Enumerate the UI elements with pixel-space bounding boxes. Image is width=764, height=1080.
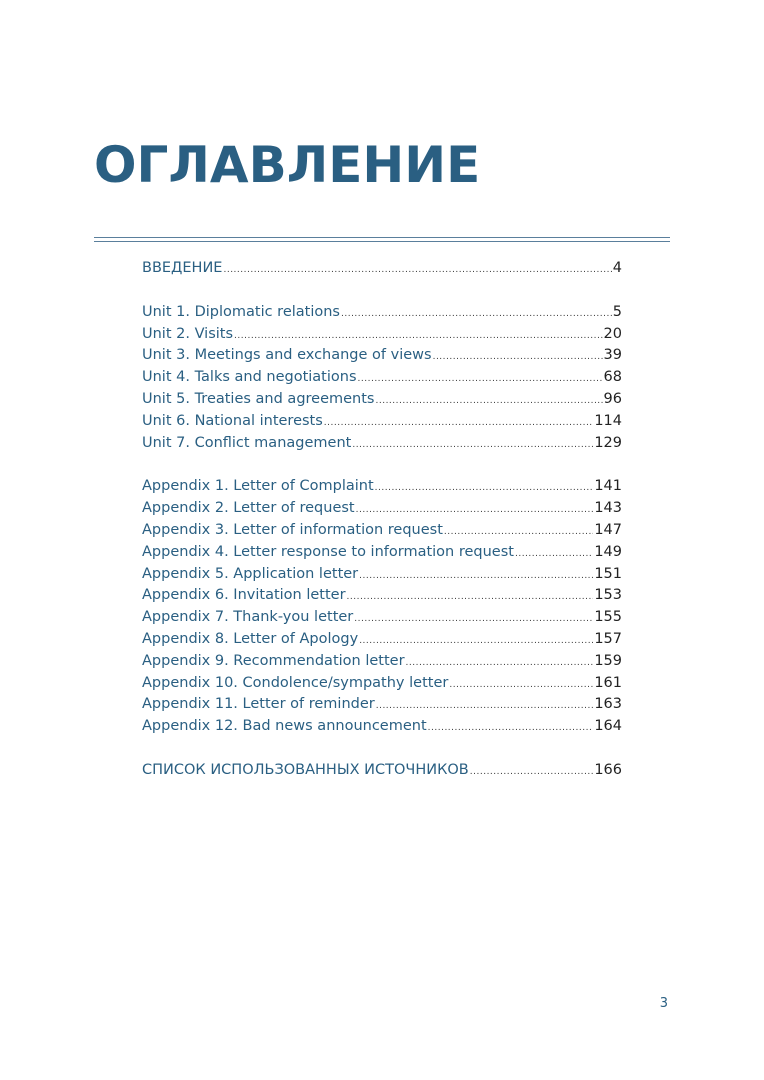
toc-entry-label: ВВЕДЕНИЕ (142, 260, 223, 276)
toc-dot-leader (406, 658, 594, 668)
toc-dot-leader (449, 680, 593, 690)
page-title: ОГЛАВЛЕНИЕ (94, 136, 481, 194)
toc-dot-leader (341, 309, 612, 319)
toc-entry-page: 4 (612, 260, 622, 276)
toc-entry[interactable] (142, 260, 622, 282)
toc-entry-page: 149 (594, 543, 622, 560)
toc-entry-page: 5 (612, 303, 622, 320)
toc-dot-leader (359, 636, 593, 646)
toc-entry[interactable] (142, 326, 622, 348)
toc-entry-page: 163 (594, 696, 622, 713)
toc-entry-page: 114 (594, 412, 622, 429)
toc-dot-leader (356, 505, 594, 515)
table-of-contents (142, 260, 622, 806)
toc-entry-label: СПИСОК ИСПОЛЬЗОВАННЫХ ИСТОЧНИКОВ (142, 761, 469, 778)
toc-entry-label: Appendix 6. Invitation letter (142, 587, 346, 604)
toc-entry-label: Unit 2. Visits (142, 325, 234, 342)
toc-entry[interactable] (142, 609, 622, 631)
toc-entry-page: 161 (594, 674, 622, 691)
toc-entry-label: Unit 1. Diplomatic relations (142, 303, 340, 320)
toc-entry[interactable] (142, 566, 622, 588)
toc-dot-leader (428, 723, 594, 733)
toc-entry-page: 157 (594, 630, 622, 647)
toc-group-units (142, 304, 622, 457)
toc-entry-page: 141 (594, 478, 622, 495)
toc-entry[interactable] (142, 500, 622, 522)
toc-entry-page: 153 (594, 587, 622, 604)
toc-dot-leader (376, 701, 594, 711)
toc-group-intro (142, 260, 622, 282)
toc-entry-label: Appendix 8. Letter of Apology (142, 630, 359, 647)
toc-dot-leader (515, 549, 593, 559)
toc-entry-page: 147 (594, 521, 622, 538)
toc-entry[interactable] (142, 631, 622, 653)
toc-entry[interactable] (142, 762, 622, 784)
toc-entry-label: Appendix 3. Letter of information request (142, 521, 443, 538)
toc-entry-label: Unit 6. National interests (142, 412, 323, 429)
toc-entry[interactable] (142, 435, 622, 457)
toc-entry-label: Unit 4. Talks and negotiations (142, 369, 357, 386)
toc-entry[interactable] (142, 413, 622, 435)
toc-entry-label: Appendix 2. Letter of request (142, 500, 355, 517)
toc-entry-page: 166 (594, 761, 622, 778)
toc-entry[interactable] (142, 718, 622, 740)
toc-entry-label: Appendix 7. Thank-you letter (142, 609, 354, 626)
toc-entry-label: Appendix 9. Recommendation letter (142, 652, 405, 669)
toc-entry-label: Unit 5. Treaties and agreements (142, 390, 375, 407)
toc-entry-label: Appendix 10. Condolence/sympathy letter (142, 674, 449, 691)
toc-entry[interactable] (142, 478, 622, 500)
toc-entry-page: 151 (594, 565, 622, 582)
toc-entry-label: Appendix 12. Bad news announcement (142, 718, 427, 735)
toc-entry-page: 68 (603, 369, 622, 386)
toc-dot-leader (347, 592, 594, 602)
toc-entry-page: 96 (603, 390, 622, 407)
toc-entry[interactable] (142, 587, 622, 609)
toc-dot-leader (352, 440, 593, 450)
toc-entry-label: Appendix 1. Letter of Complaint (142, 478, 374, 495)
toc-group-references (142, 762, 622, 784)
toc-entry[interactable] (142, 391, 622, 413)
toc-dot-leader (470, 767, 594, 777)
toc-entry-page: 164 (594, 718, 622, 735)
toc-entry[interactable] (142, 675, 622, 697)
toc-entry-page: 159 (594, 652, 622, 669)
toc-dot-leader (358, 374, 603, 384)
toc-entry-label: Appendix 11. Letter of reminder (142, 696, 375, 713)
title-divider (94, 237, 670, 242)
toc-entry-page: 20 (603, 325, 622, 342)
toc-entry[interactable] (142, 369, 622, 391)
toc-entry-label: Appendix 4. Letter response to information request (142, 543, 514, 560)
toc-dot-leader (433, 352, 603, 362)
toc-entry-label: Unit 7. Conflict management (142, 434, 352, 451)
toc-entry[interactable] (142, 347, 622, 369)
toc-entry[interactable] (142, 544, 622, 566)
toc-dot-leader (234, 331, 603, 341)
page-number: 3 (659, 996, 668, 1011)
toc-entry-page: 129 (594, 434, 622, 451)
toc-dot-leader (375, 396, 602, 406)
toc-group-appendices (142, 478, 622, 740)
toc-entry[interactable] (142, 304, 622, 326)
toc-dot-leader (324, 418, 594, 428)
toc-entry[interactable] (142, 522, 622, 544)
toc-entry-label: Appendix 5. Application letter (142, 565, 359, 582)
toc-dot-leader (444, 527, 593, 537)
toc-dot-leader (375, 483, 594, 493)
toc-entry-page: 155 (594, 609, 622, 626)
toc-entry-page: 39 (603, 347, 622, 364)
toc-dot-leader (359, 571, 593, 581)
toc-entry-page: 143 (594, 500, 622, 517)
toc-entry[interactable] (142, 696, 622, 718)
toc-entry-label: Unit 3. Meetings and exchange of views (142, 347, 432, 364)
toc-dot-leader (354, 614, 593, 624)
toc-entry[interactable] (142, 653, 622, 675)
toc-dot-leader (223, 265, 611, 275)
